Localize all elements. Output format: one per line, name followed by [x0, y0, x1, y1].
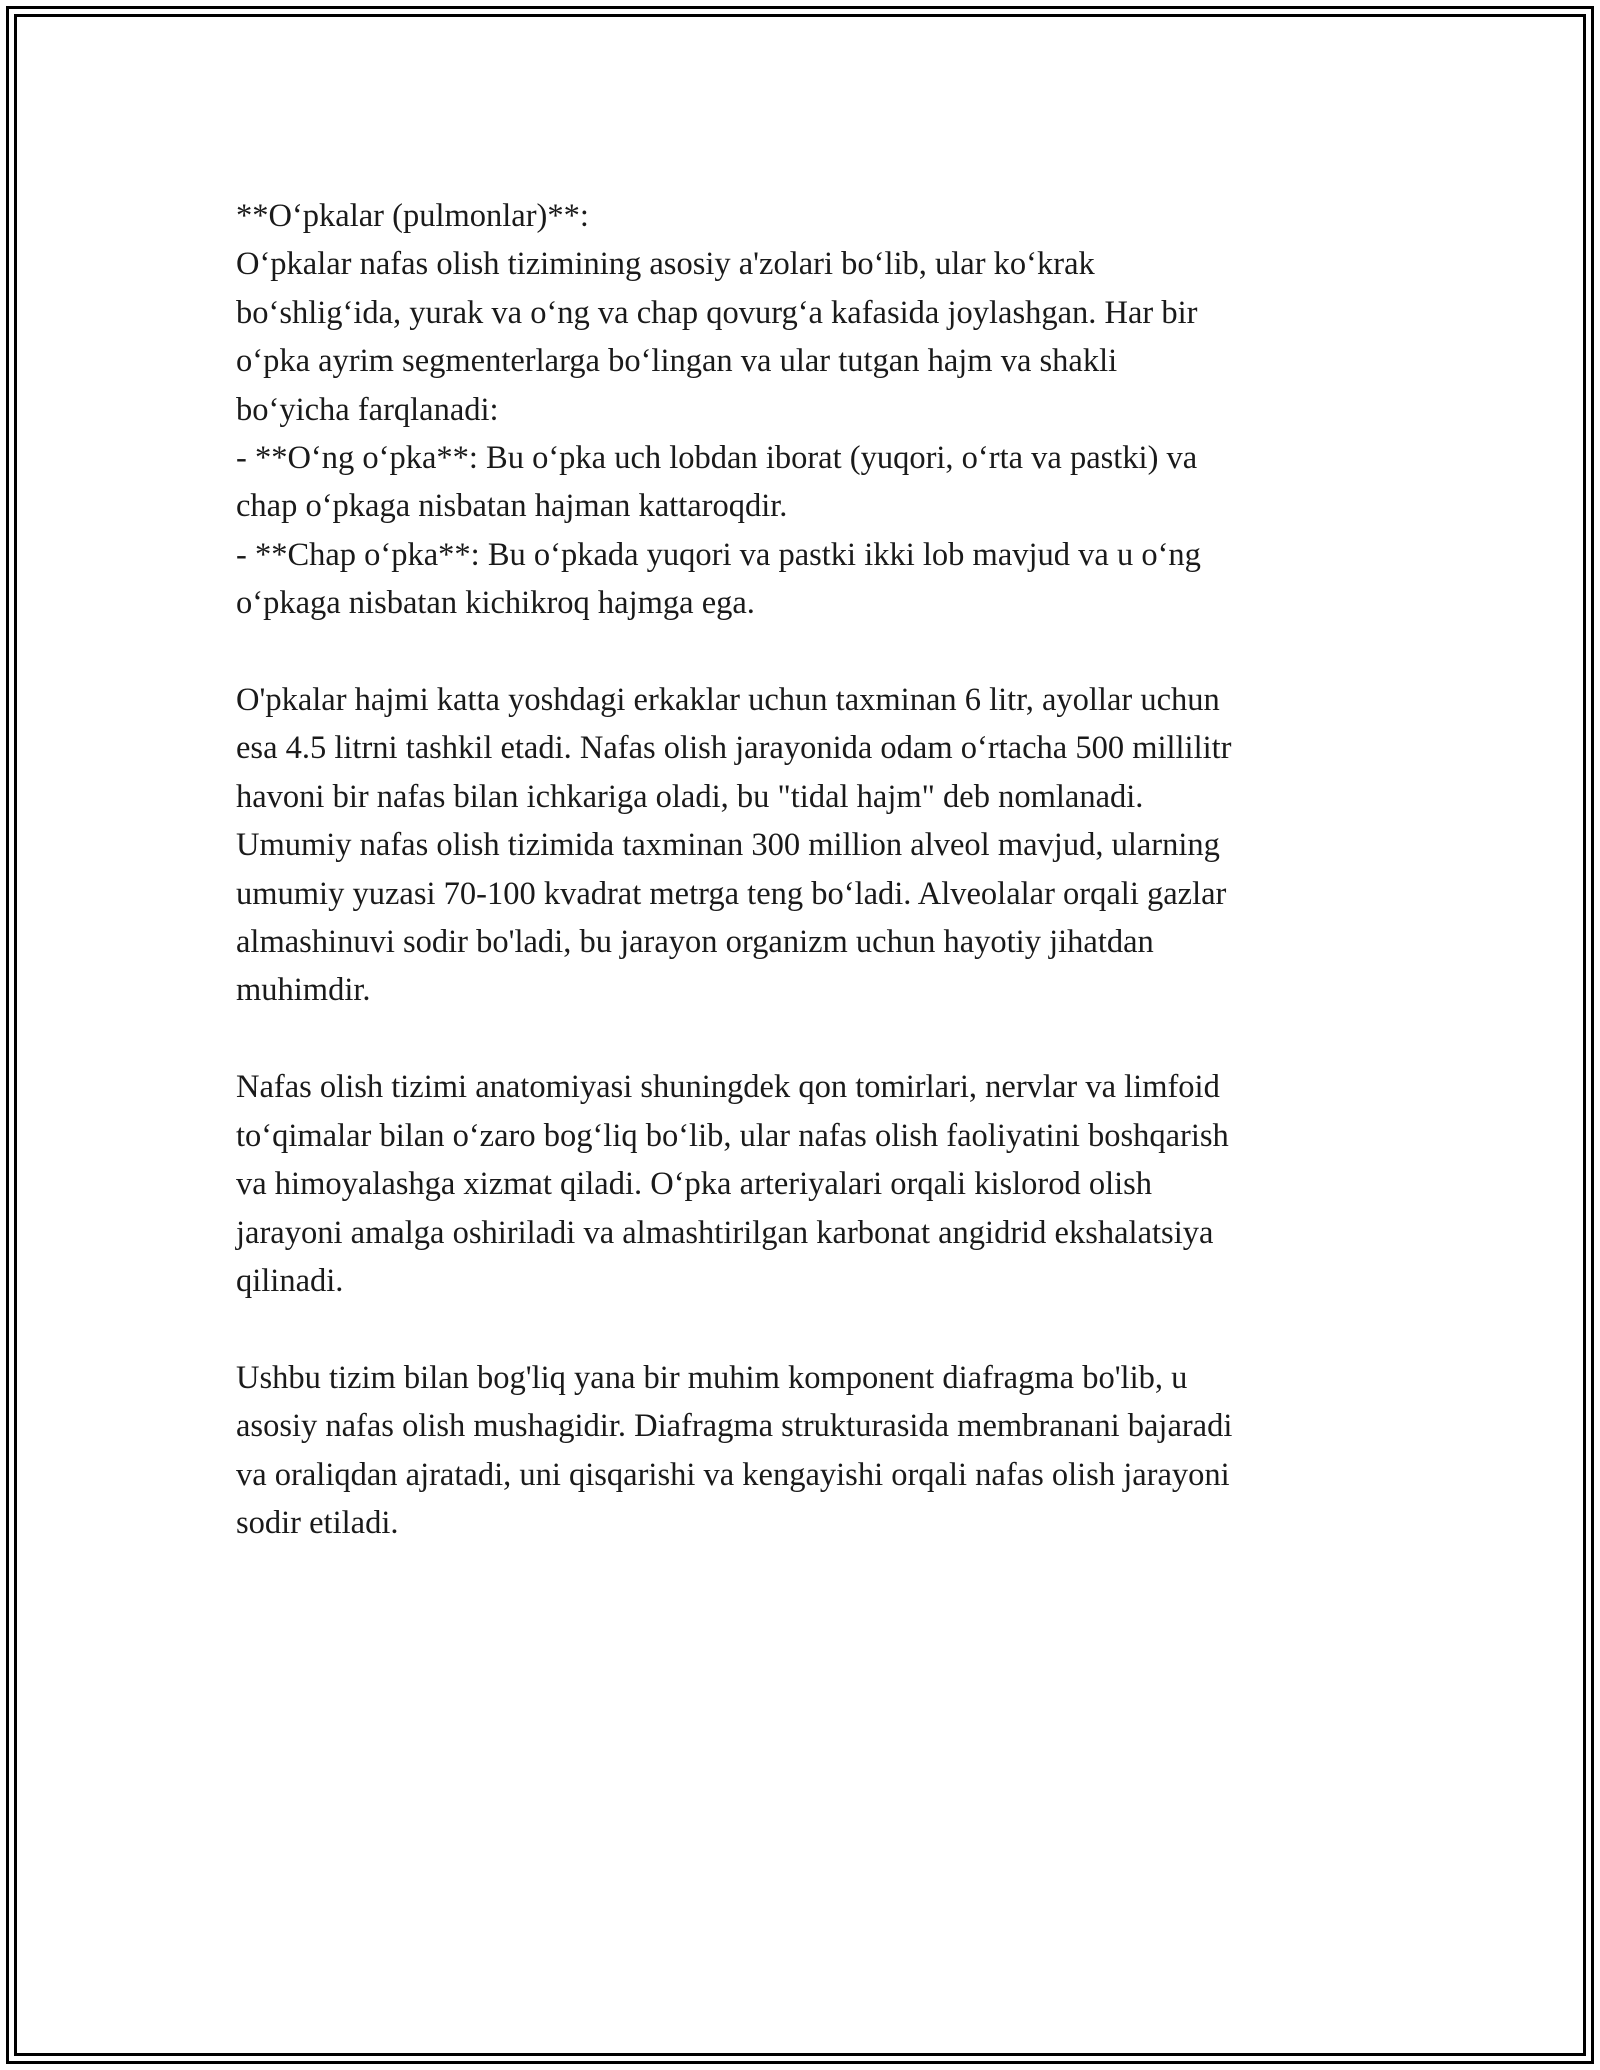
text-line: O'pkalar hajmi katta yoshdagi erkaklar uchun taxminan 6 litr, ayollar uchun [236, 682, 1220, 719]
document-body [236, 192, 1376, 1547]
text-line: qilinadi. [236, 1262, 344, 1299]
text-line: va oraliqdan ajratadi, uni qisqarishi va kengayishi orqali nafas olish jarayoni [236, 1456, 1230, 1493]
text-line: asosiy nafas olish mushagidir. Diafragma strukturasida membranani bajaradi [236, 1408, 1233, 1445]
paragraph-lungs [236, 192, 1376, 628]
text-line: muhimdir. [236, 972, 371, 1009]
text-line: va himoyalashga xizmat qiladi. O‘pka arteriyalari orqali kislorod olish [236, 1166, 1153, 1203]
text-line: to‘qimalar bilan o‘zaro bog‘liq bo‘lib, ular nafas olish faoliyatini boshqarish [236, 1117, 1229, 1154]
paragraph-gap [236, 1305, 1376, 1353]
text-line: umumiy yuzasi 70-100 kvadrat metrga teng bo‘ladi. Alveolalar orqali gazlar [236, 875, 1227, 912]
text-line: sodir etiladi. [236, 1504, 399, 1541]
text-line: havoni bir nafas bilan ichkariga oladi, bu "tidal hajm" deb nomlanadi. [236, 778, 1144, 815]
text-line: esa 4.5 litrni tashkil etadi. Nafas olish jarayonida odam o‘rtacha 500 millilitr [236, 730, 1232, 767]
text-line: O‘pkalar nafas olish tizimining asosiy a'zolari bo‘lib, ular ko‘krak [236, 246, 1095, 283]
paragraph-anatomy [236, 1063, 1376, 1305]
text-line: Umumiy nafas olish tizimida taxminan 300 million alveol mavjud, ularning [236, 827, 1220, 864]
text-line: Nafas olish tizimi anatomiyasi shuningdek qon tomirlari, nervlar va limfoid [236, 1069, 1220, 1106]
paragraph-lung-volume [236, 676, 1376, 1015]
text-line: - **O‘ng o‘pka**: Bu o‘pka uch lobdan iborat (yuqori, o‘rta va pastki) va [236, 440, 1198, 477]
text-line: **O‘pkalar (pulmonlar)**: [236, 198, 589, 234]
text-line: - **Chap o‘pka**: Bu o‘pkada yuqori va pastki ikki lob mavjud va u o‘ng [236, 536, 1201, 573]
text-line: o‘pka ayrim segmenterlarga bo‘lingan va ular tutgan hajm va shakli [236, 343, 1118, 380]
text-line: bo‘yicha farqlanadi: [236, 391, 499, 428]
text-line: chap o‘pkaga nisbatan hajman kattaroqdir. [236, 488, 788, 525]
paragraph-diaphragm [236, 1354, 1376, 1548]
paragraph-gap [236, 1015, 1376, 1063]
text-line: bo‘shlig‘ida, yurak va o‘ng va chap qovurg‘a kafasida joylashgan. Har bir [236, 294, 1198, 331]
text-line: jarayoni amalga oshiriladi va almashtirilgan karbonat angidrid ekshalatsiya [236, 1214, 1214, 1251]
text-line: almashinuvi sodir bo'ladi, bu jarayon organizm uchun hayotiy jihatdan [236, 924, 1154, 961]
text-line: o‘pkaga nisbatan kichikroq hajmga ega. [236, 585, 755, 622]
text-line: Ushbu tizim bilan bog'liq yana bir muhim komponent diafragma bo'lib, u [236, 1359, 1188, 1396]
paragraph-gap [236, 628, 1376, 676]
